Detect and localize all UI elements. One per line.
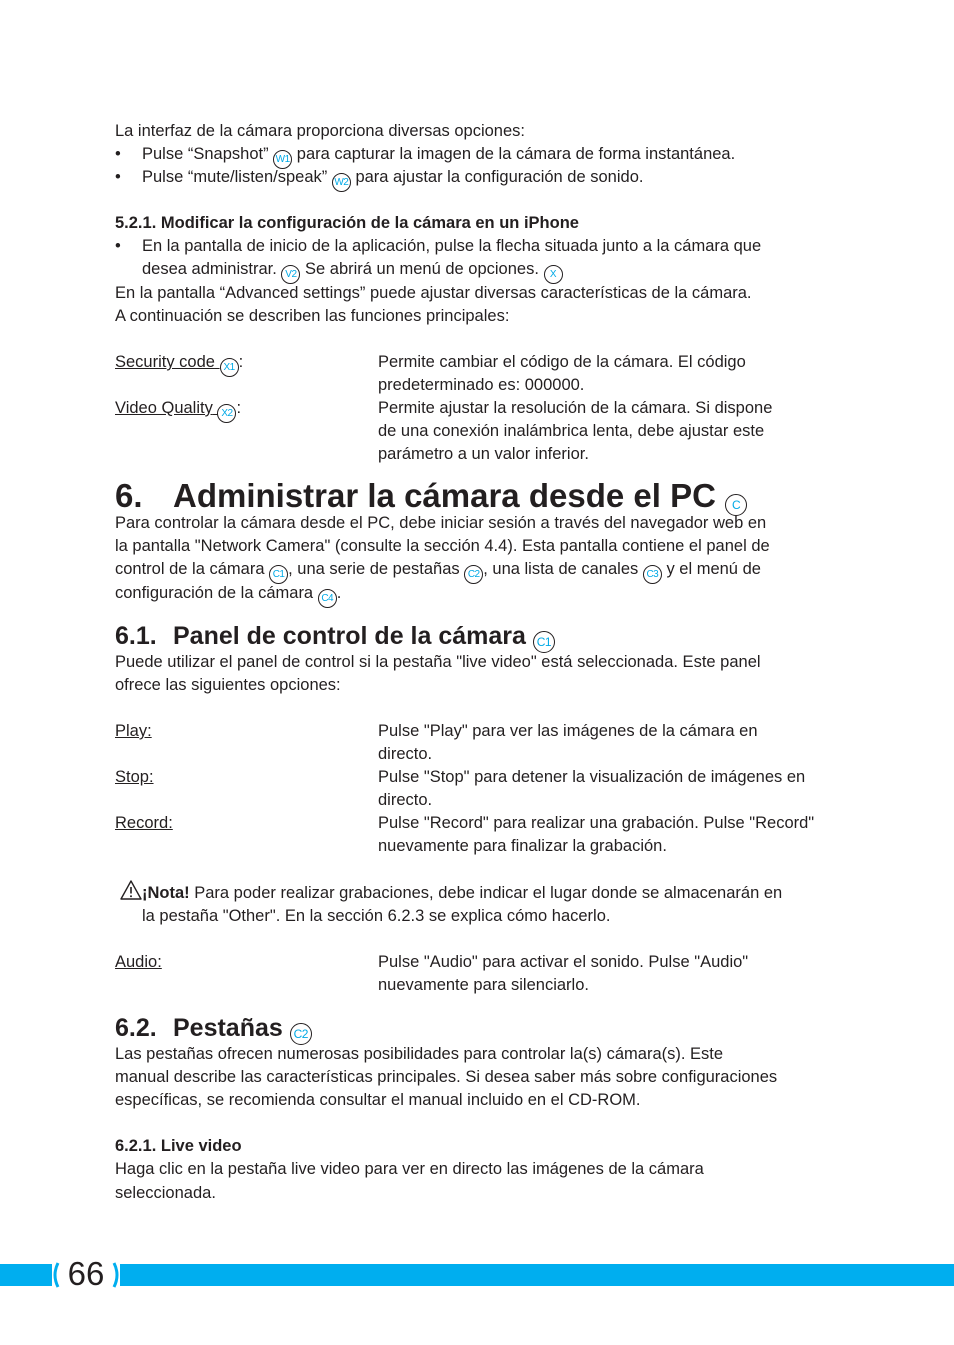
bullet-text: para ajustar la configuración de sonido. xyxy=(355,168,644,186)
callout-x2-icon: X2 xyxy=(217,404,236,423)
paragraph-line: seleccionada. xyxy=(115,1184,216,1202)
note-label: ¡Nota! xyxy=(142,884,190,902)
paragraph-line: Las pestañas ofrecen numerosas posibilidades para controlar la(s) cámara(s). Este xyxy=(115,1045,724,1063)
term-video-quality: Video Quality X2 : xyxy=(115,397,241,423)
title-text: Pestañas xyxy=(173,1014,283,1042)
text: desea administrar. xyxy=(142,260,277,278)
callout-c-icon: C xyxy=(725,494,747,516)
paragraph-line: la pantalla "Network Camera" (consulte la sección 4.4). Esta pantalla contiene el panel de xyxy=(115,537,770,555)
definition-line: nuevamente para silenciarlo. xyxy=(378,976,589,994)
section-6-2-title xyxy=(173,1012,312,1045)
bullet: • xyxy=(115,237,121,255)
definition-line: Pulse "Play" para ver las imágenes de la cámara en xyxy=(378,722,758,740)
definition-line: Pulse "Audio" para activar el sonido. Pulse "Audio" xyxy=(378,953,749,971)
callout-c4-icon: C4 xyxy=(318,589,337,608)
page-number: 66 xyxy=(67,1255,105,1292)
callout-c2-icon: C2 xyxy=(290,1023,312,1045)
definition-line: Permite cambiar el código de la cámara. El código xyxy=(378,353,746,371)
title-text: Panel de control de la cámara xyxy=(173,622,526,650)
text: Se abrirá un menú de opciones. xyxy=(305,260,539,278)
callout-x1-icon: X1 xyxy=(220,358,239,377)
warning-icon xyxy=(120,880,142,900)
definition-line: parámetro a un valor inferior. xyxy=(378,445,589,463)
footer-bar-left xyxy=(0,1264,52,1286)
term-record: Record: xyxy=(115,814,173,832)
section-6-1-number: 6.1. xyxy=(115,622,157,650)
paragraph-line: ofrece las siguientes opciones: xyxy=(115,676,341,694)
callout-c2-icon: C2 xyxy=(464,565,483,584)
section-6-title xyxy=(173,476,747,516)
definition-line: predeterminado es: 000000. xyxy=(378,376,585,394)
bullet-text: Pulse “mute/listen/speak” xyxy=(142,168,328,186)
paragraph-line: específicas, se recomienda consultar el manual incluido en el CD-ROM. xyxy=(115,1091,641,1109)
subsection-heading: 6.2.1. Live video xyxy=(115,1137,242,1155)
bullet-text: En la pantalla de inicio de la aplicación, pulse la flecha situada junto a la cámara que xyxy=(142,237,762,255)
bullet-sound xyxy=(142,166,643,192)
intro-text: La interfaz de la cámara proporciona diversas opciones: xyxy=(115,122,525,140)
callout-x-icon: X xyxy=(544,265,563,284)
term-stop: Stop: xyxy=(115,768,154,786)
section-6-1-title xyxy=(173,620,555,653)
bullet: • xyxy=(115,168,121,186)
callout-c1-icon: C1 xyxy=(269,565,288,584)
definition-line: Permite ajustar la resolución de la cámara. Si dispone xyxy=(378,399,773,417)
paragraph-line: Haga clic en la pestaña live video para ver en directo las imágenes de la cámara xyxy=(115,1160,704,1178)
definition-line: Pulse "Stop" para detener la visualización de imágenes en xyxy=(378,768,806,786)
bullet-text: Pulse “Snapshot” xyxy=(142,145,269,163)
definition-line: directo. xyxy=(378,745,433,763)
term-security-code: Security code X1 : xyxy=(115,351,243,377)
term-play: Play: xyxy=(115,722,152,740)
paragraph-line: configuración de la cámara C4 . xyxy=(115,582,341,608)
note-line: la pestaña "Other". En la sección 6.2.3 se explica cómo hacerlo. xyxy=(142,907,611,925)
section-6-2-number: 6.2. xyxy=(115,1014,157,1042)
definition-line: de una conexión inalámbrica lenta, debe ajustar este xyxy=(378,422,765,440)
note-line xyxy=(142,882,782,905)
paragraph-line: manual describe las características principales. Si desea saber más sobre configuraciones xyxy=(115,1068,778,1086)
definition-line: directo. xyxy=(378,791,433,809)
callout-v2-icon: V2 xyxy=(281,265,300,284)
term-audio: Audio: xyxy=(115,953,162,971)
definition-line: Pulse "Record" para realizar una grabación. Pulse "Record" xyxy=(378,814,815,832)
title-text: Administrar la cámara desde el PC xyxy=(173,477,716,514)
definition-line: nuevamente para finalizar la grabación. xyxy=(378,837,667,855)
bullet: • xyxy=(115,145,121,163)
paragraph-line: En la pantalla “Advanced settings” puede ajustar diversas características de la cámara. xyxy=(115,284,752,302)
bullet-text: para capturar la imagen de la cámara de forma instantánea. xyxy=(296,145,736,163)
callout-c3-icon: C3 xyxy=(643,565,662,584)
callout-c1-icon: C1 xyxy=(533,631,555,653)
callout-w1-icon: W1 xyxy=(273,150,292,169)
footer-bar-right xyxy=(120,1264,954,1286)
paragraph-line: Puede utilizar el panel de control si la pestaña "live video" está seleccionada. Este panel xyxy=(115,653,761,671)
note-text: Para poder realizar grabaciones, debe indicar el lugar donde se almacenarán en xyxy=(189,884,783,902)
section-6-number: 6. xyxy=(115,477,143,514)
paragraph-line: A continuación se describen las funciones principales: xyxy=(115,307,510,325)
paragraph-line: control de la cámara C1 , una serie de pestañas C2 , una lista de canales C3 y el menú de xyxy=(115,558,761,584)
callout-w2-icon: W2 xyxy=(332,173,351,192)
paragraph-line: Para controlar la cámara desde el PC, debe iniciar sesión a través del navegador web en xyxy=(115,514,767,532)
bullet-continuation xyxy=(142,258,563,284)
subsection-heading: 5.2.1. Modificar la configuración de la cámara en un iPhone xyxy=(115,214,579,232)
